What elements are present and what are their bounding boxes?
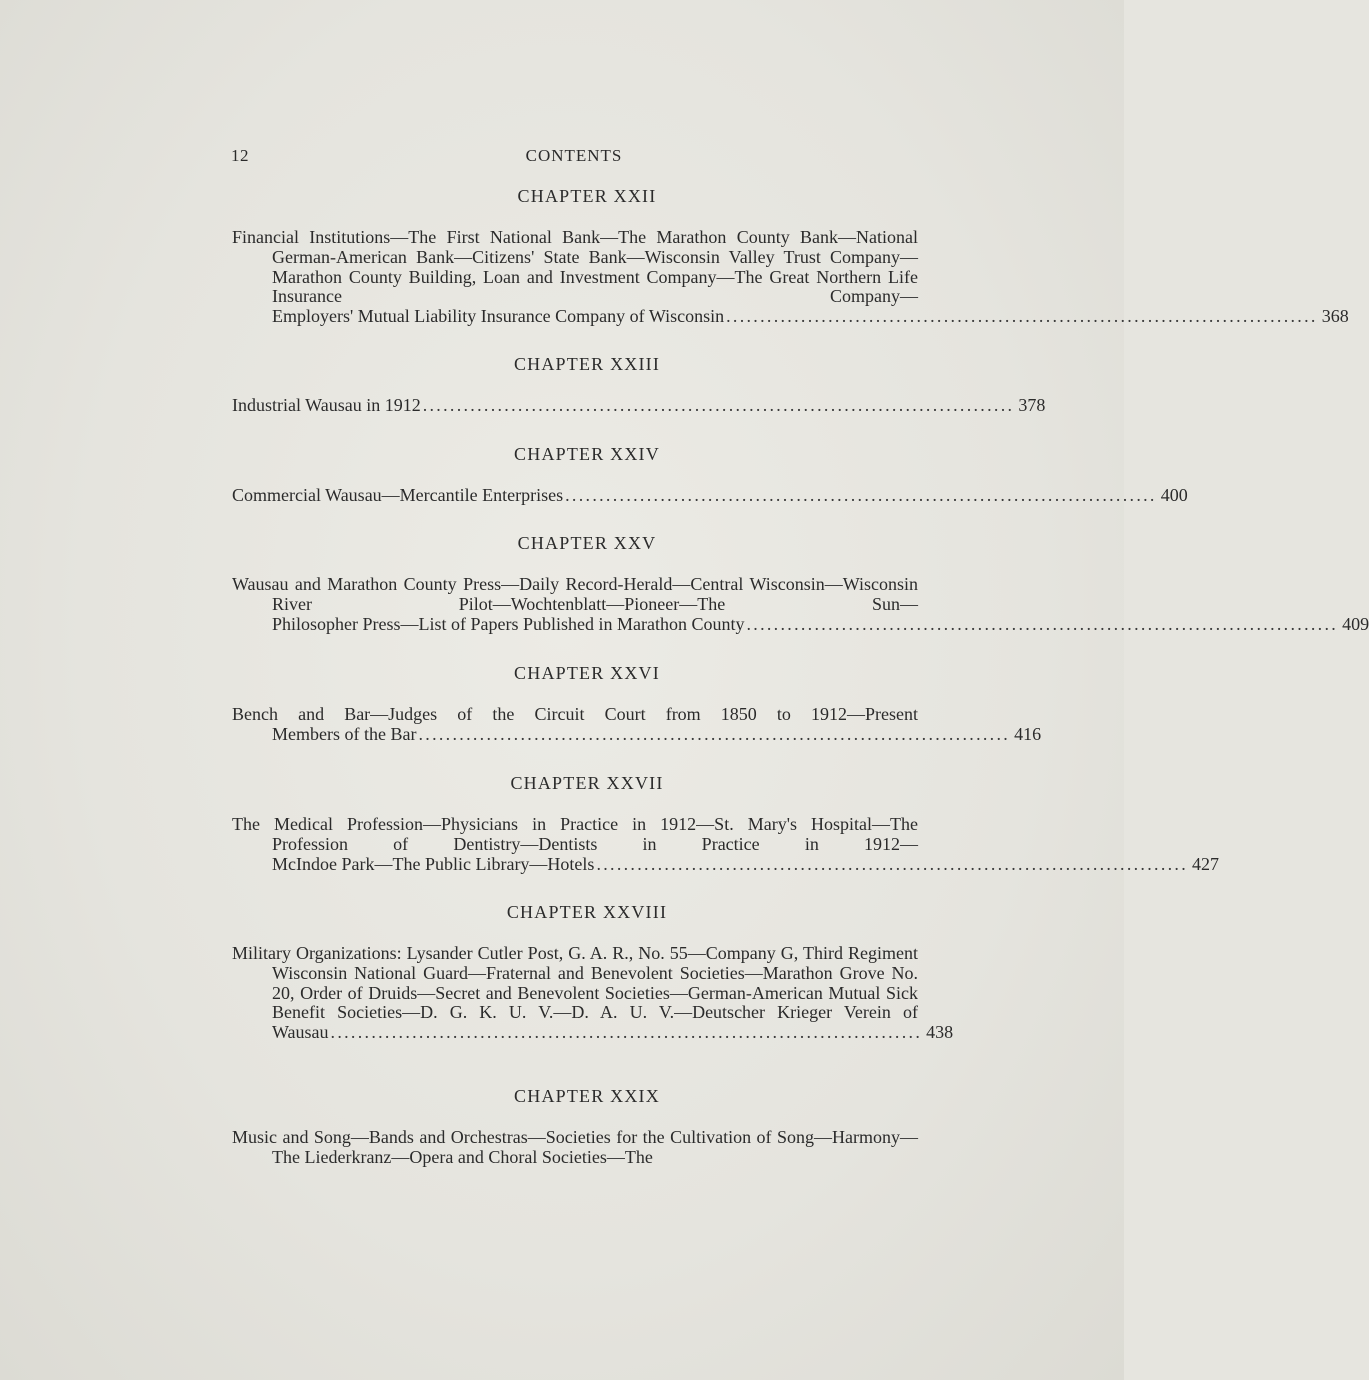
entry-text-end: Industrial Wausau in 1912 bbox=[232, 395, 421, 415]
entry-last-line bbox=[272, 1022, 954, 1043]
chapter-xxii bbox=[232, 186, 1349, 327]
chapter-heading: CHAPTER XXV bbox=[517, 533, 657, 553]
chapter-xxiv bbox=[232, 444, 1188, 506]
dot-leader: ....................................................................................... bbox=[418, 723, 1011, 744]
chapter-entry bbox=[232, 485, 1188, 506]
entry-last-line bbox=[272, 723, 1042, 745]
page-reference: 400 bbox=[1160, 485, 1188, 505]
entry-text-end: Employers' Mutual Liability Insurance Company of Wisconsin bbox=[272, 306, 725, 327]
page-reference: 378 bbox=[1018, 395, 1046, 415]
page-reference: 438 bbox=[926, 1022, 954, 1043]
chapter-entry bbox=[232, 814, 1220, 874]
running-head: CONTENTS bbox=[525, 146, 623, 165]
chapter-entry bbox=[232, 943, 954, 1043]
page-reference: 416 bbox=[1014, 723, 1042, 744]
dot-leader: ....................................................................................... bbox=[422, 395, 1015, 415]
dot-leader: ....................................................................................... bbox=[726, 306, 1318, 327]
chapter-heading: CHAPTER XXVII bbox=[510, 773, 664, 793]
page-number: 12 bbox=[231, 146, 249, 165]
chapter-xxvii bbox=[232, 773, 1220, 874]
dot-leader: ....................................................................................... bbox=[330, 1022, 923, 1043]
entry-text: Military Organizations: Lysander Cutler Post, G. A. R., No. 55—Company G, Third Regiment Wisconsin National Guard—Fraternal and Benevolent Societies—Marathon Grove No. 20, Order of Druids—Secret and Benevolent Societies—German-American Mutual Sick Benefit Societies—D. G. K. U. V.—D. A. U. V.—Deutscher Krieger Verein of bbox=[232, 943, 918, 1023]
entry-text-end: Commercial Wausau—Mercantile Enterprises bbox=[232, 485, 564, 505]
entry-last-line bbox=[272, 306, 1349, 327]
dot-leader: ....................................................................................... bbox=[596, 853, 1189, 874]
entry-text: Wausau and Marathon County Press—Daily Record-Herald—Central Wisconsin—Wisconsin River Pilot—Wochtenblatt—Pioneer—The Sun— bbox=[232, 574, 918, 614]
entry-last-line bbox=[272, 853, 1220, 875]
chapter-entry bbox=[232, 704, 1042, 745]
chapter-heading: CHAPTER XXVI bbox=[514, 663, 660, 683]
page-reference: 368 bbox=[1321, 306, 1349, 327]
dot-leader: ....................................................................................... bbox=[746, 613, 1339, 634]
chapter-heading: CHAPTER XXIV bbox=[514, 444, 660, 464]
chapter-heading: CHAPTER XXII bbox=[517, 186, 657, 206]
chapter-xxvi bbox=[232, 663, 1042, 745]
dot-leader: ....................................................................................... bbox=[565, 485, 1157, 505]
chapter-entry bbox=[232, 227, 1349, 327]
entry-last-line bbox=[232, 395, 1046, 416]
chapter-entry bbox=[232, 1128, 918, 1168]
chapter-xxix bbox=[232, 1086, 918, 1168]
entry-text: Music and Song—Bands and Orchestras—Societies for the Cultivation of Song—Harmony—The Liederkranz—Opera and Choral Societies—The bbox=[232, 1127, 918, 1167]
chapter-xxviii bbox=[232, 902, 954, 1043]
chapter-xxv bbox=[232, 533, 1369, 634]
page-reference: 427 bbox=[1192, 853, 1220, 874]
chapter-xxiii bbox=[232, 354, 1046, 416]
chapter-heading: CHAPTER XXVIII bbox=[506, 902, 668, 922]
entry-text-end: McIndoe Park—The Public Library—Hotels bbox=[272, 853, 595, 874]
chapter-heading: CHAPTER XXIX bbox=[514, 1086, 660, 1106]
page-reference: 409 bbox=[1342, 613, 1369, 634]
entry-text: Financial Institutions—The First National Bank—The Marathon County Bank—National German-American Bank—Citizens' State Bank—Wisconsin Valley Trust Company—Marathon County Building, Loan and Investment Company—The Great Northern Life Insurance Company— bbox=[232, 227, 918, 307]
entry-text-end: Philosopher Press—List of Papers Published in Marathon County bbox=[272, 613, 745, 634]
entry-last-line bbox=[232, 485, 1188, 506]
entry-text: The Medical Profession—Physicians in Practice in 1912—St. Mary's Hospital—The Profession of Dentistry—Dentists in Practice in 1912— bbox=[232, 814, 918, 854]
entry-text-end: Members of the Bar bbox=[272, 723, 417, 744]
chapter-entry bbox=[232, 574, 1369, 634]
chapter-heading: CHAPTER XXIII bbox=[513, 354, 661, 374]
entry-text-end: Wausau bbox=[272, 1022, 329, 1043]
chapter-entry bbox=[232, 395, 1046, 416]
entry-last-line bbox=[272, 613, 1369, 635]
entry-text: Bench and Bar—Judges of the Circuit Court from 1850 to 1912—Present bbox=[232, 704, 918, 724]
